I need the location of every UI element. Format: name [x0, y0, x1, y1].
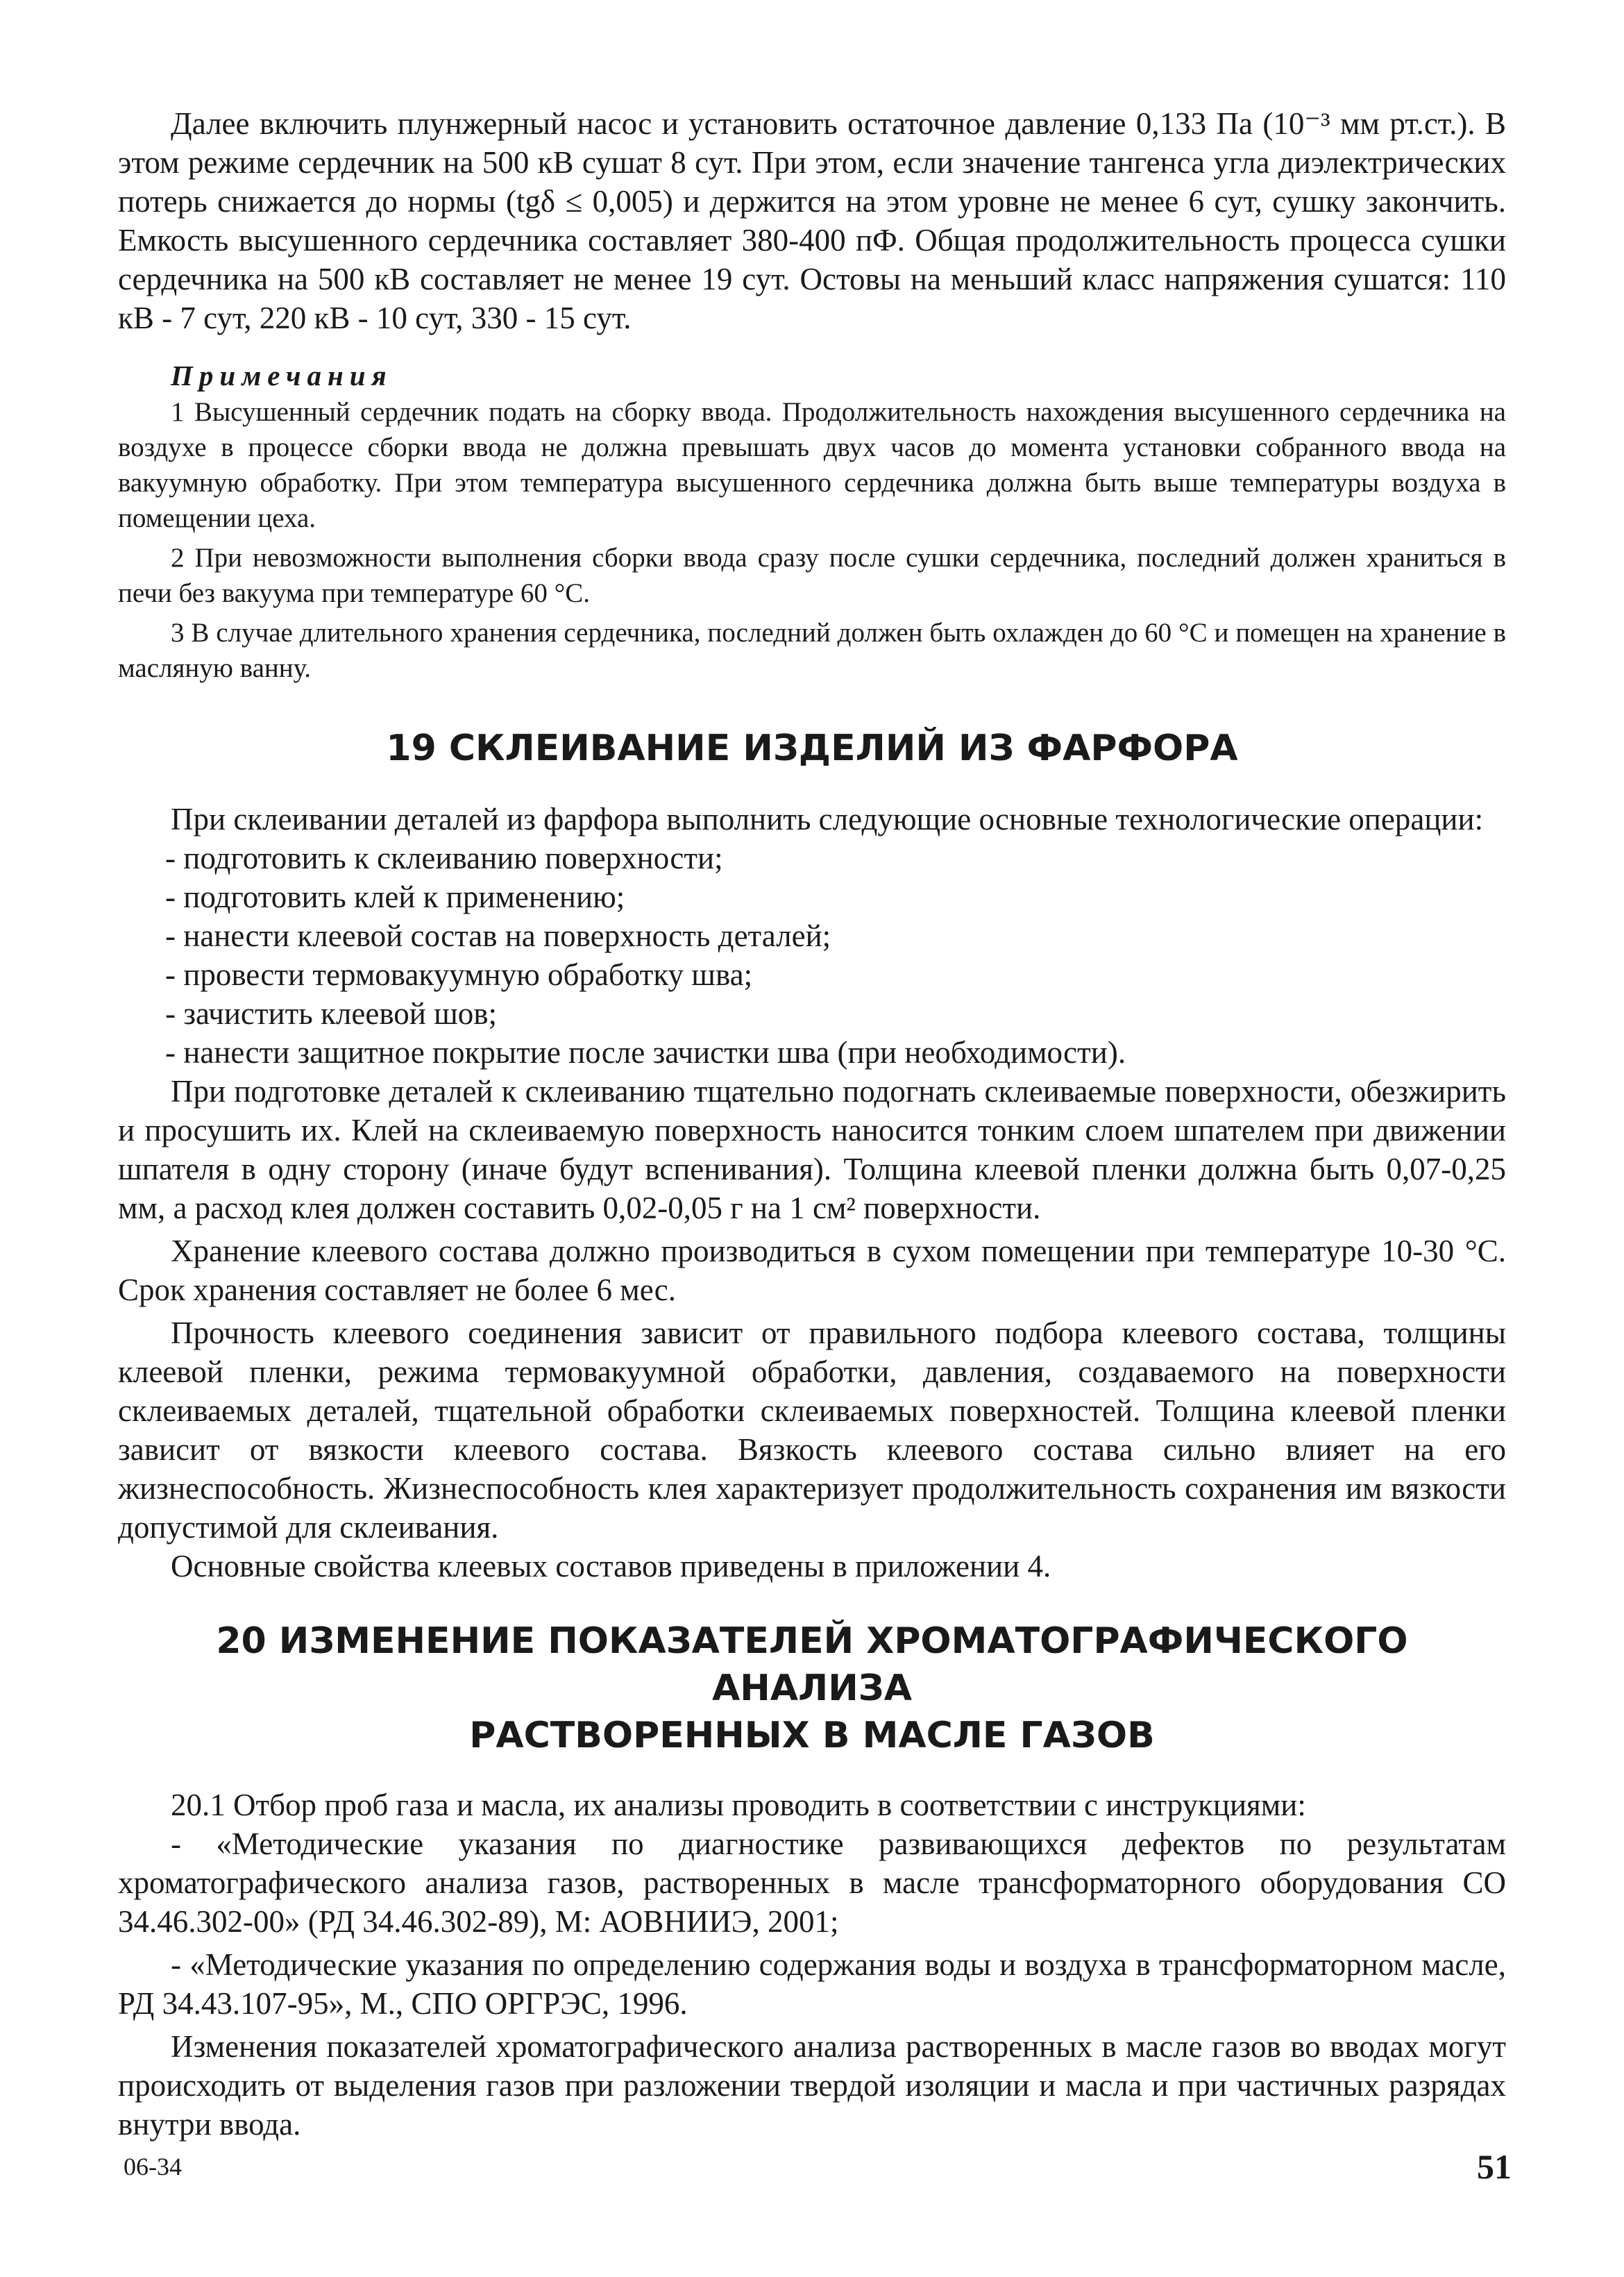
note-item: 3 В случае длительного хранения сердечника, последний должен быть охлажден до 60 °С и помещен на хранение в масляную ванну. — [118, 618, 1506, 683]
section-20-reference: - «Методические указания по определению содержания воды и воздуха в трансформаторном масле, РД 34.43.107-95», М., СПО ОРГРЭС, 1996. — [118, 1947, 1506, 2021]
list-item: - подготовить к склеиванию поверхности; — [165, 841, 723, 875]
list-item: - нанести защитное покрытие после зачистки шва (при необходимости). — [165, 1035, 1126, 1070]
list-item: - нанести клеевой состав на поверхность деталей; — [165, 918, 831, 953]
section-20-heading-line: 20 ИЗМЕНЕНИЕ ПОКАЗАТЕЛЕЙ ХРОМАТОГРАФИЧЕСКОГО АНАЛИЗА — [216, 1620, 1408, 1709]
section-20-paragraph: Изменения показателей хроматографического анализа растворенных в масле газов во вводах могут происходить от выделения газов при разложении твердой изоляции и масла и при частичных разрядах внутри ввода. — [118, 2029, 1506, 2142]
section-19-paragraph: При подготовке деталей к склеиванию тщательно подогнать склеиваемые поверхности, обезжирить и просушить их. Клей на склеиваемую поверхность наносится тонким слоем шпателем при движении шпателя в одну сторону (иначе будут вспенивания). Толщина клеевой пленки должна быть 0,07-0,25 мм, а расход клея должен составить 0,02-0,05 г на 1 см² поверхности. — [118, 1074, 1506, 1225]
document-page — [118, 104, 1506, 2144]
section-20-heading — [118, 1618, 1506, 1759]
note-item: 2 При невозможности выполнения сборки ввода сразу после сушки сердечника, последний должен храниться в печи без вакуума при температуре 60 °С. — [118, 543, 1506, 608]
page-number: 51 — [1477, 2147, 1512, 2186]
note-item: 1 Высушенный сердечник подать на сборку ввода. Продолжительность нахождения высушенного сердечника на воздухе в процессе сборки ввода не должна превышать двух часов до момента установки собранного ввода на вакуумную обработку. При этом температура высушенного сердечника должна быть выше температуры воздуха в помещении цеха. — [118, 397, 1506, 533]
section-19-paragraph: Хранение клеевого состава должно производиться в сухом помещении при температуре 10-30 °С. Срок хранения составляет не более 6 мес. — [118, 1234, 1506, 1307]
section-19-heading: 19 СКЛЕИВАНИЕ ИЗДЕЛИЙ ИЗ ФАРФОРА — [386, 728, 1238, 769]
list-item: - провести термовакуумную обработку шва; — [165, 957, 753, 992]
notes-title: Примечания — [171, 360, 393, 392]
section-20-reference: - «Методические указания по диагностике развивающихся дефектов по результатам хроматографического анализа газов, растворенных в масле трансформаторного оборудования СО 34.46.302-00» (РД 34.46.302-89), М: АОВНИИЭ, 2001; — [118, 1826, 1506, 1939]
intro-paragraph: Далее включить плунжерный насос и установить остаточное давление 0,133 Па (10⁻³ мм рт.ст.). В этом режиме сердечник на 500 кВ сушат 8 сут. При этом, если значение тангенса угла диэлектрических потерь снижается до нормы (tgδ ≤ 0,005) и держится на этом уровне не менее 6 сут, сушку закончить. Емкость высушенного сердечника составляет 380-400 пФ. Общая продолжительность процесса сушки сердечника на 500 кВ составляет не менее 19 сут. Остовы на меньший класс напряжения сушатся: 110 кВ - 7 сут, 220 кВ - 10 сут, 330 - 15 сут. — [118, 106, 1506, 335]
section-20-paragraph: 20.1 Отбор проб газа и масла, их анализы проводить в соответствии с инструкциями: — [171, 1788, 1306, 1822]
section-19-paragraph: Прочность клеевого соединения зависит от правильного подбора клеевого состава, толщины клеевой пленки, режима термовакуумной обработки, давления, создаваемого на поверхности склеиваемых деталей, тщательной обработки склеиваемых поверхностей. Толщина клеевой пленки зависит от вязкости клеевого состава. Вязкость клеевого состава сильно влияет на его жизнеспособность. Жизнеспособность клея характеризует продолжительность сохранения им вязкости допустимой для склеивания. — [118, 1316, 1506, 1545]
list-item: - зачистить клеевой шов; — [165, 996, 497, 1031]
document-code: 06-34 — [124, 2153, 182, 2181]
list-item: - подготовить клей к применению; — [165, 880, 625, 914]
section-19-paragraph: Основные свойства клеевых составов приведены в приложении 4. — [171, 1549, 1051, 1583]
section-19-lead: При склеивании деталей из фарфора выполнить следующие основные технологические операции: — [171, 802, 1484, 837]
section-20-heading-line: РАСТВОРЕННЫХ В МАСЛЕ ГАЗОВ — [469, 1715, 1155, 1756]
